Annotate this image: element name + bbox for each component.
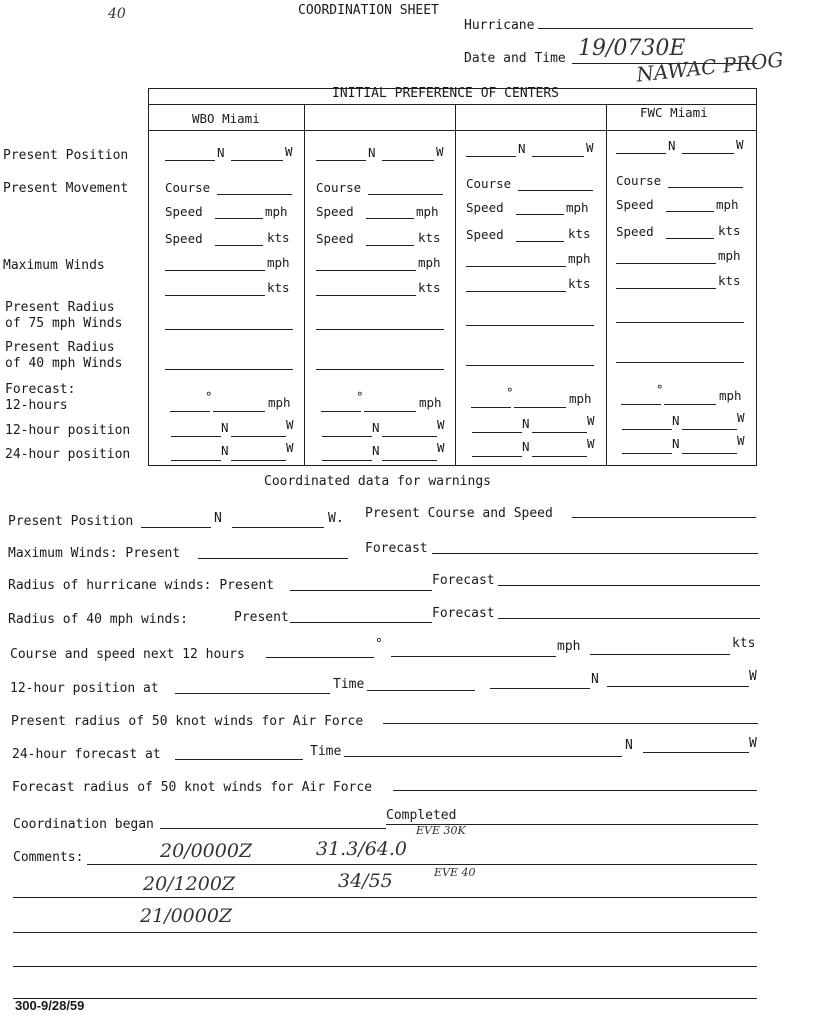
col1-forecast-course-field[interactable] — [170, 411, 210, 412]
table-left-border — [148, 88, 149, 466]
n-unit: N — [221, 420, 229, 435]
present-position-label: Present Position — [8, 514, 134, 529]
n-unit: N — [672, 413, 680, 428]
handwritten-comment-note: EVE 30K — [416, 824, 466, 837]
completed-label: Completed — [386, 808, 457, 823]
coordination-began-field[interactable] — [160, 828, 386, 829]
speed-label: Speed — [165, 231, 203, 246]
maximum-winds-forecast-field[interactable] — [432, 553, 758, 554]
w-unit: W — [587, 413, 595, 428]
mph-unit: mph — [265, 204, 288, 219]
mph-unit: mph — [419, 395, 442, 410]
forecast-label: Forecast — [432, 606, 495, 621]
handwritten-comment-note: EVE 40 — [434, 866, 476, 879]
speed-label: Speed — [466, 200, 504, 215]
w-unit: W — [285, 144, 293, 159]
col4-max-winds-mph-field[interactable] — [616, 263, 716, 264]
radius-40-label: Radius of 40 mph winds: — [8, 612, 189, 627]
row-label-radius-75-line2: of 75 mph Winds — [5, 316, 123, 331]
col2-position-lon-field[interactable] — [382, 160, 434, 161]
col1-pos-12-lat-field[interactable] — [171, 436, 221, 437]
maximum-winds-present-field[interactable] — [198, 558, 348, 559]
col2-forecast-course-field[interactable] — [321, 411, 361, 412]
col4-speed-mph-field[interactable] — [666, 211, 714, 212]
radius-40-forecast-field[interactable] — [498, 618, 760, 619]
forecast-label: Forecast — [365, 541, 428, 556]
course-label: Course — [616, 173, 662, 188]
kts-unit: kts — [732, 636, 756, 651]
table-title: INITIAL PREFERENCE OF CENTERS — [332, 86, 559, 101]
speed-label: Speed — [165, 204, 203, 219]
n-unit: N — [372, 443, 380, 458]
course-12-field[interactable] — [266, 657, 374, 658]
col4-forecast-course-field[interactable] — [621, 404, 661, 405]
w-unit: W — [749, 669, 757, 684]
col2-pos-12-lon-field[interactable] — [382, 436, 437, 437]
col1-speed-mph-field[interactable] — [215, 218, 263, 219]
col2-speed-mph-field[interactable] — [366, 218, 414, 219]
column-header-wbo-miami: WBO Miami — [192, 111, 260, 126]
present-course-speed-field[interactable] — [572, 517, 756, 518]
col4-position-lon-field[interactable] — [682, 153, 734, 154]
column-header-fwc-miami: FWC Miami — [640, 105, 708, 120]
col3-radius-75-field[interactable] — [466, 325, 594, 326]
degree-symbol: ° — [656, 382, 664, 397]
kts-unit: kts — [267, 280, 290, 295]
mph-unit: mph — [716, 197, 739, 212]
pos-12-lon-field[interactable] — [607, 686, 749, 687]
w-unit: W — [437, 417, 445, 432]
row-label-radius-75-line1: Present Radius — [5, 300, 115, 315]
comments-label: Comments: — [13, 850, 84, 865]
table-divider-1 — [304, 104, 305, 466]
col2-course-field[interactable] — [368, 194, 443, 195]
handwritten-comment-value: 31.3/64.0 — [316, 838, 408, 860]
mph-unit: mph — [719, 388, 742, 403]
w-unit: W — [737, 433, 745, 448]
kts-unit: kts — [718, 223, 741, 238]
degree-symbol: ° — [375, 637, 383, 652]
col3-radius-40-field[interactable] — [466, 365, 594, 366]
row-label-present-movement: Present Movement — [3, 181, 129, 196]
row-label-forecast-line1: Forecast: — [5, 382, 76, 397]
forecast-24-at-field[interactable] — [175, 759, 303, 760]
n-unit: N — [372, 420, 380, 435]
speed-label: Speed — [316, 231, 354, 246]
radius-50-air-force-field[interactable] — [383, 723, 758, 724]
col4-max-winds-kts-field[interactable] — [616, 288, 716, 289]
w-unit: W — [286, 417, 294, 432]
radius-hurricane-forecast-field[interactable] — [498, 585, 760, 586]
forecast-24-label: 24-hour forecast at — [12, 747, 161, 762]
col4-pos-12-lon-field[interactable] — [682, 429, 737, 430]
w-unit: W — [749, 736, 757, 751]
w-unit: W — [737, 410, 745, 425]
present-label: Present — [234, 610, 289, 625]
pos-12-label: 12-hour position at — [10, 681, 159, 696]
row-label-24-hour-position: 24-hour position — [5, 447, 131, 462]
mph-unit: mph — [568, 251, 591, 266]
row-label-radius-40-line2: of 40 mph Winds — [5, 356, 123, 371]
row-label-12-hour-position: 12-hour position — [5, 423, 131, 438]
table-right-border — [756, 88, 757, 466]
n-unit: N — [217, 145, 225, 160]
degree-symbol: ° — [205, 389, 213, 404]
w-unit: W — [587, 436, 595, 451]
course-label: Course — [316, 180, 362, 195]
n-unit: N — [672, 436, 680, 451]
col2-radius-40-field[interactable] — [316, 369, 444, 370]
n-unit: N — [368, 145, 376, 160]
col3-position-lon-field[interactable] — [532, 156, 584, 157]
row-label-radius-40-line1: Present Radius — [5, 340, 115, 355]
col4-radius-40-field[interactable] — [616, 362, 744, 363]
row-label-present-position: Present Position — [3, 148, 129, 163]
col1-position-lon-field[interactable] — [231, 160, 283, 161]
col2-speed-kts-field[interactable] — [366, 245, 414, 246]
mph-unit: mph — [416, 204, 439, 219]
mph-unit: mph — [268, 395, 291, 410]
comments-line-1[interactable] — [87, 864, 757, 865]
col2-pos-12-lat-field[interactable] — [322, 436, 372, 437]
speed-label: Speed — [616, 197, 654, 212]
n-unit: N — [625, 738, 633, 753]
date-time-label: Date and Time — [464, 51, 566, 66]
pos-12-at-field[interactable] — [175, 693, 330, 694]
kts-unit: kts — [418, 230, 441, 245]
col1-radius-75-field[interactable] — [165, 329, 293, 330]
kts-unit: kts — [568, 226, 591, 241]
col2-max-winds-mph-field[interactable] — [316, 270, 416, 271]
coordinated-heading: Coordinated data for warnings — [264, 474, 491, 489]
course-label: Course — [466, 176, 512, 191]
coordination-began-label: Coordination began — [13, 817, 154, 832]
w-unit: W — [586, 140, 594, 155]
comments-line-4[interactable] — [13, 966, 757, 967]
n-unit: N — [214, 511, 222, 526]
comments-line-5[interactable] — [13, 998, 757, 999]
handwritten-date: 19/0730E — [578, 36, 686, 61]
col2-pos-24-lon-field[interactable] — [382, 460, 437, 461]
pos-12-lat-field[interactable] — [490, 688, 590, 689]
col3-position-lat-field[interactable] — [466, 156, 516, 157]
degree-symbol: ° — [356, 389, 364, 404]
col2-radius-75-field[interactable] — [316, 329, 444, 330]
mph-unit: mph — [557, 639, 581, 654]
kts-unit: kts — [418, 280, 441, 295]
table-divider-3 — [606, 104, 607, 466]
col3-forecast-course-field[interactable] — [471, 407, 511, 408]
col4-pos-12-lat-field[interactable] — [622, 429, 672, 430]
mph-unit: mph — [569, 391, 592, 406]
col1-pos-24-lat-field[interactable] — [171, 460, 221, 461]
col4-radius-75-field[interactable] — [616, 322, 744, 323]
handwritten-comment-time: 21/0000Z — [140, 905, 233, 927]
col3-pos-24-lon-field[interactable] — [532, 456, 587, 457]
col2-forecast-speed-field[interactable] — [364, 411, 416, 412]
speed-label: Speed — [316, 204, 354, 219]
w-unit: W — [437, 440, 445, 455]
corner-handwritten-note: 40 — [108, 6, 126, 22]
speed-label: Speed — [616, 224, 654, 239]
page-title: COORDINATION SHEET — [298, 3, 439, 18]
col4-speed-kts-field[interactable] — [666, 238, 714, 239]
col3-course-field[interactable] — [518, 190, 593, 191]
col4-pos-24-lon-field[interactable] — [682, 453, 737, 454]
col4-pos-24-lat-field[interactable] — [622, 453, 672, 454]
forecast-label: Forecast — [432, 573, 495, 588]
course-label: Course — [165, 180, 211, 195]
n-unit: N — [518, 141, 526, 156]
col1-course-field[interactable] — [217, 194, 292, 195]
kts-unit: kts — [718, 273, 741, 288]
speed-12-kts-field[interactable] — [590, 654, 730, 655]
forecast-radius-50-label: Forecast radius of 50 knot winds for Air Force — [12, 780, 373, 795]
maximum-winds-label: Maximum Winds: Present — [8, 546, 181, 561]
kts-unit: kts — [568, 276, 591, 291]
radius-hurricane-label: Radius of hurricane winds: Present — [8, 578, 275, 593]
present-course-speed-label: Present Course and Speed — [365, 506, 553, 521]
col1-forecast-speed-field[interactable] — [213, 411, 265, 412]
col3-speed-mph-field[interactable] — [516, 214, 564, 215]
col3-forecast-speed-field[interactable] — [514, 407, 566, 408]
time-label: Time — [310, 744, 342, 759]
col1-pos-24-lon-field[interactable] — [231, 460, 286, 461]
speed-12-mph-field[interactable] — [391, 656, 556, 657]
handwritten-prog-note: NAWAC PROG — [635, 47, 785, 87]
degree-symbol: ° — [506, 385, 514, 400]
comments-line-3[interactable] — [13, 932, 757, 933]
w-unit: W — [436, 144, 444, 159]
col1-pos-12-lon-field[interactable] — [231, 436, 286, 437]
col3-speed-kts-field[interactable] — [516, 241, 564, 242]
form-number: 300-9/28/59 — [15, 998, 85, 1013]
mph-unit: mph — [718, 248, 741, 263]
col3-pos-12-lon-field[interactable] — [532, 432, 587, 433]
col4-position-lat-field[interactable] — [616, 153, 666, 154]
hurricane-label: Hurricane — [464, 18, 535, 33]
forecast-24-lon-field[interactable] — [643, 752, 749, 753]
w-unit: W. — [328, 511, 344, 526]
mph-unit: mph — [566, 200, 589, 215]
hurricane-field[interactable] — [538, 28, 753, 29]
col1-max-winds-kts-field[interactable] — [165, 295, 265, 296]
col1-radius-40-field[interactable] — [165, 369, 293, 370]
pos-12-time-field[interactable] — [367, 690, 475, 691]
table-header-bottom — [148, 130, 756, 131]
col4-forecast-speed-field[interactable] — [664, 404, 716, 405]
handwritten-comment-time: 20/1200Z — [143, 873, 236, 895]
mph-unit: mph — [418, 255, 441, 270]
col1-max-winds-mph-field[interactable] — [165, 270, 265, 271]
handwritten-comment-value: 34/55 — [338, 870, 393, 892]
n-unit: N — [221, 443, 229, 458]
row-label-forecast-line2: 12-hours — [5, 398, 68, 413]
col1-position-lat-field[interactable] — [165, 160, 215, 161]
table-bottom-border — [148, 465, 756, 466]
handwritten-comment-time: 20/0000Z — [160, 840, 253, 862]
speed-label: Speed — [466, 227, 504, 242]
table-divider-2 — [455, 104, 456, 466]
n-unit: N — [522, 416, 530, 431]
col2-pos-24-lat-field[interactable] — [322, 460, 372, 461]
mph-unit: mph — [267, 255, 290, 270]
col2-position-lat-field[interactable] — [316, 160, 366, 161]
w-unit: W — [286, 440, 294, 455]
forecast-24-time-field[interactable] — [344, 756, 622, 757]
col3-pos-24-lat-field[interactable] — [472, 456, 522, 457]
col3-max-winds-kts-field[interactable] — [466, 291, 566, 292]
comments-line-2[interactable] — [13, 897, 757, 898]
col3-pos-12-lat-field[interactable] — [472, 432, 522, 433]
row-label-maximum-winds: Maximum Winds — [3, 258, 105, 273]
radius-50-air-force-label: Present radius of 50 knot winds for Air Force — [11, 714, 364, 729]
n-unit: N — [522, 439, 530, 454]
col1-speed-kts-field[interactable] — [215, 245, 263, 246]
kts-unit: kts — [267, 230, 290, 245]
w-unit: W — [736, 137, 744, 152]
present-position-lat-field[interactable] — [141, 527, 211, 528]
time-label: Time — [333, 677, 365, 692]
radius-hurricane-present-field[interactable] — [290, 590, 432, 591]
col2-max-winds-kts-field[interactable] — [316, 295, 416, 296]
n-unit: N — [668, 138, 676, 153]
present-position-lon-field[interactable] — [232, 527, 324, 528]
col4-course-field[interactable] — [668, 187, 743, 188]
forecast-radius-50-field[interactable] — [393, 790, 757, 791]
radius-40-present-field[interactable] — [290, 622, 432, 623]
n-unit: N — [591, 672, 599, 687]
col3-max-winds-mph-field[interactable] — [466, 266, 566, 267]
course-speed-12-label: Course and speed next 12 hours — [10, 647, 245, 662]
